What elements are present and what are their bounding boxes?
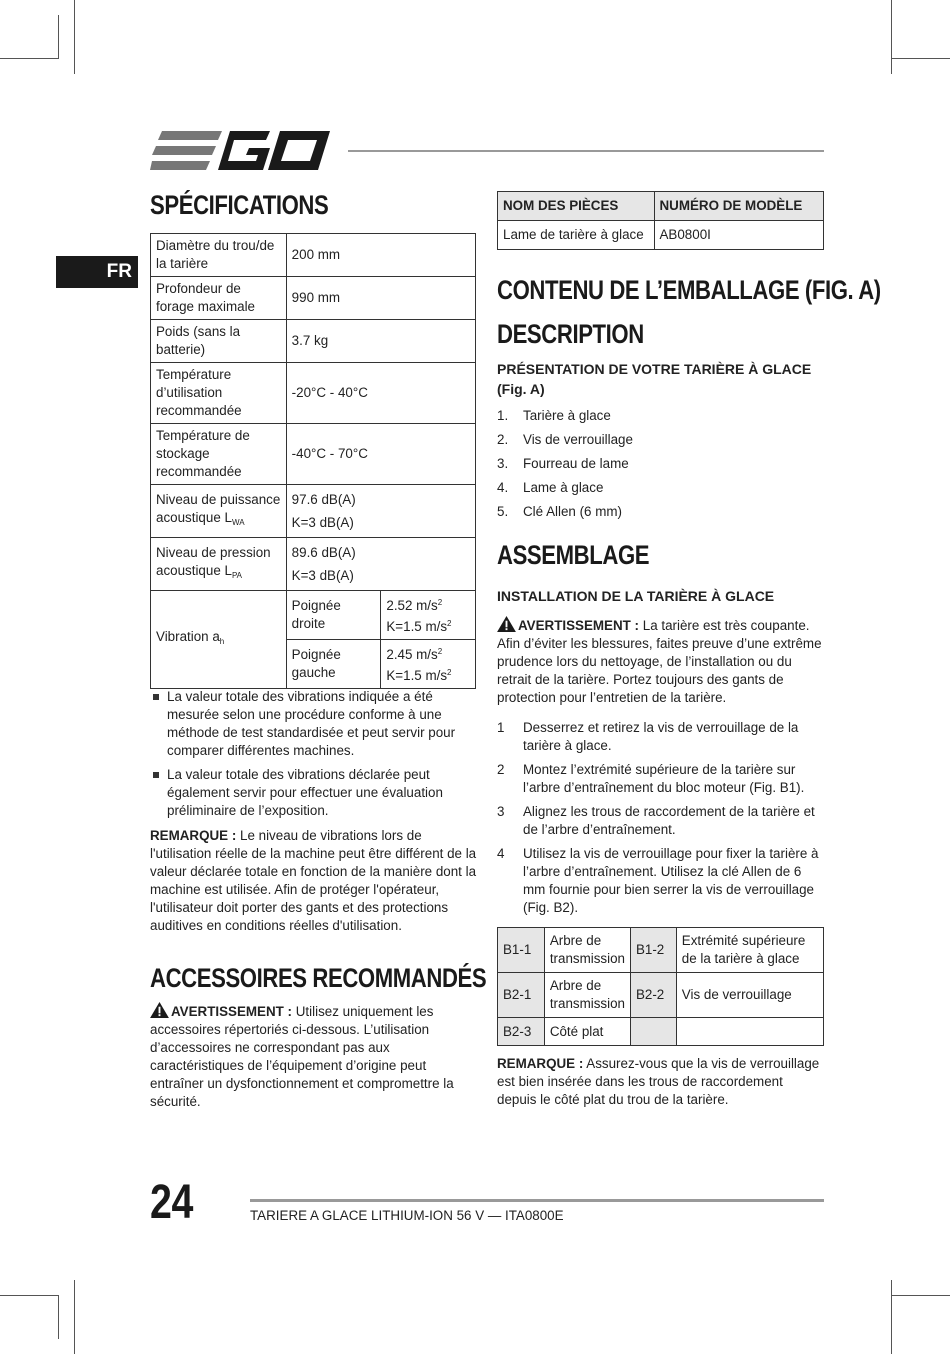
crop-mark xyxy=(74,0,75,74)
crop-mark xyxy=(0,58,58,59)
legend-text: Côté plat xyxy=(544,1018,630,1046)
legend-text: Arbre de transmission xyxy=(544,928,630,973)
table-row xyxy=(151,485,476,538)
legend-code: B2-2 xyxy=(630,973,676,1018)
list-item: 4 Utilisez la vis de verrouillage pour fixer la tarière à l’arbre d’entraînement. Utilisez la clé Allen de 6 mm fournie pour bien serrer la vis de verrouillage (Fig. B2). xyxy=(497,846,819,915)
spec-label: Niveau de pression acoustique $L_{PA}$ xyxy=(151,538,287,591)
table-row xyxy=(151,277,476,320)
legend-text: Vis de verrouillage xyxy=(676,973,823,1018)
crop-mark xyxy=(891,1295,950,1296)
description-subtitle: PRÉSENTATION DE VOTRE TARIÈRE À GLACE (Fig. A) xyxy=(497,361,812,397)
legend-text xyxy=(676,1018,823,1046)
spec-value: -40°C - 70°C xyxy=(286,424,475,485)
spec-value: 89.6 dB(A) K=3 dB(A) xyxy=(286,538,475,591)
spec-value: 200 mm xyxy=(286,234,475,277)
spec-label: Température d’utilisation recommandée xyxy=(151,363,287,424)
vibration-notes xyxy=(150,688,478,826)
table-row xyxy=(151,424,476,485)
table-row xyxy=(151,363,476,424)
spec-label: Température de stockage recommandée xyxy=(151,424,287,485)
legend-code: B1-1 xyxy=(498,928,545,973)
assembly-remark: REMARQUE : Assurez-vous que la vis de verrouillage est bien insérée dans les trous de raccordement depuis le côté plat du trou de la tarière. xyxy=(497,1056,820,1107)
spec-value: -20°C - 40°C xyxy=(286,363,475,424)
list-item: 3. Fourreau de lame xyxy=(497,456,629,471)
crop-mark xyxy=(74,1280,75,1354)
column-header: NUMÉRO DE MODÈLE xyxy=(654,192,824,221)
table-row xyxy=(498,973,824,1018)
assembly-warning: AVERTISSEMENT : La tarière est très coupante. Afin d’éviter les blessures, faites preuve d’une extrême prudence lors du nettoyage, de l’installation ou du retrait de la tarière. Portez toujours des gants de protection pour l’entretien de la tarière. xyxy=(497,618,822,705)
footer-text: TARIERE A GLACE LITHIUM-ION 56 V — ITA0800E xyxy=(250,1208,564,1223)
legend-text: Arbre de transmission xyxy=(544,973,630,1018)
list-item: 2 Montez l’extrémité supérieure de la tarière sur l’arbre d’entraînement du bloc moteur (Fig. B1). xyxy=(497,762,805,795)
vibration-remark: REMARQUE : Le niveau de vibrations lors de l'utilisation réelle de la machine peut être différent de la valeur déclarée totale en fonction de la manière dont la machine est utilisée. Afin de protéger l'opérateur, l'utilisateur doit porter des gants et des protections auditives en conditions réelles d'utilisation. xyxy=(150,828,477,933)
crop-mark xyxy=(891,1280,892,1354)
table-row xyxy=(498,928,824,973)
legend-code xyxy=(630,1018,676,1046)
list-item: 1 Desserrez et retirez la vis de verrouillage de la tarière à glace. xyxy=(497,720,799,753)
crop-mark xyxy=(891,0,892,74)
part-model: AB0800I xyxy=(654,221,824,250)
legend-code: B2-3 xyxy=(498,1018,545,1046)
warning-icon xyxy=(150,1002,169,1018)
specs-title: SPÉCIFICATIONS xyxy=(150,190,329,220)
spec-value: 3.7 kg xyxy=(286,320,475,363)
spec-value: 2.45 $m/s^2$ K=1.5 $m/s^2$ xyxy=(381,640,476,689)
list-item: 4. Lame à glace xyxy=(497,480,604,495)
table-row xyxy=(151,320,476,363)
list-item: La valeur totale des vibrations indiquée a été mesurée selon une procédure conforme à une méthode de test standardisée et peut servir pour comparer différentes machines. xyxy=(150,688,478,760)
spec-label: Vibration $a_h$ xyxy=(151,591,287,689)
list-item: 2. Vis de verrouillage xyxy=(497,432,633,447)
table-row xyxy=(151,234,476,277)
figure-legend-table xyxy=(497,927,824,1046)
list-item: La valeur totale des vibrations déclarée peut également servir pour effectuer une évaluation préliminaire de l’exposition. xyxy=(150,766,478,820)
list-item: 1. Tarière à glace xyxy=(497,408,611,423)
specs-table xyxy=(150,233,476,689)
legend-code: B1-2 xyxy=(630,928,676,973)
accessories-title: ACCESSOIRES RECOMMANDÉS xyxy=(150,963,487,993)
page-number: 24 xyxy=(150,1176,193,1229)
crop-mark xyxy=(58,1295,59,1339)
table-row xyxy=(151,591,476,640)
parts-list xyxy=(497,404,824,524)
description-title: DESCRIPTION xyxy=(497,319,644,349)
language-tab xyxy=(56,256,138,288)
crop-mark xyxy=(58,15,59,59)
crop-mark xyxy=(891,58,950,59)
spec-sublabel: Poignée droite xyxy=(286,591,381,640)
assembly-steps xyxy=(497,719,825,917)
column-header: NOM DES PIÈCES xyxy=(498,192,655,221)
footer-rule xyxy=(250,1199,824,1202)
spec-value: 2.52 $m/s^2$ K=1.5 $m/s^2$ xyxy=(381,591,476,640)
crop-mark xyxy=(0,1295,58,1296)
table-row xyxy=(498,221,824,250)
spec-label: Profondeur de forage maximale xyxy=(151,277,287,320)
spec-label: Diamètre du trou/de la tarière xyxy=(151,234,287,277)
package-title: CONTENU DE L’EMBALLAGE (FIG. A) xyxy=(497,275,881,305)
legend-text: Extrémité supérieure de la tarière à glace xyxy=(676,928,823,973)
spec-sublabel: Poignée gauche xyxy=(286,640,381,689)
spec-value: 990 mm xyxy=(286,277,475,320)
table-row xyxy=(498,1018,824,1046)
table-row xyxy=(498,192,824,221)
spec-value: 97.6 dB(A) K=3 dB(A) xyxy=(286,485,475,538)
assembly-title: ASSEMBLAGE xyxy=(497,540,650,570)
header-rule xyxy=(348,150,824,152)
accessories-warning: AVERTISSEMENT : Utilisez uniquement les accessoires répertoriés ci-dessous. L’utilisation d’accessoires ne correspondant pas aux caractéristiques de l’équipement d’origine peut entraîner un dysfonctionnement et compromettre la sécurité. xyxy=(150,1004,454,1109)
legend-code: B2-1 xyxy=(498,973,545,1018)
list-item: 3 Alignez les trous de raccordement de la tarière et de l’arbre d’entraînement. xyxy=(497,804,815,837)
list-item: 5. Clé Allen (6 mm) xyxy=(497,504,622,519)
warning-icon xyxy=(497,616,516,632)
spec-label: Niveau de puissance acoustique $L_{WA}$ xyxy=(151,485,287,538)
assembly-subtitle: INSTALLATION DE LA TARIÈRE À GLACE xyxy=(497,588,775,604)
part-name: Lame de tarière à glace xyxy=(498,221,655,250)
spec-label: Poids (sans la batterie) xyxy=(151,320,287,363)
parts-table xyxy=(497,191,824,250)
language-tab-label: FR xyxy=(106,261,132,282)
table-row xyxy=(151,538,476,591)
ego-logo xyxy=(150,130,332,172)
